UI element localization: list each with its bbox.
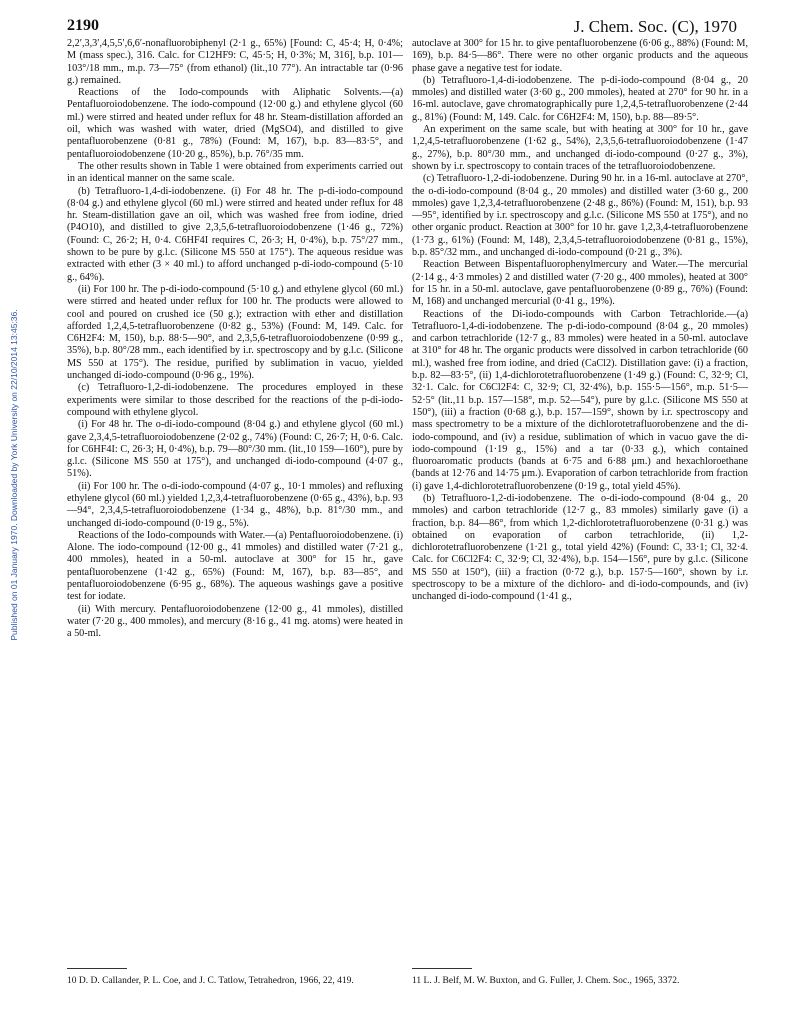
journal-header: J. Chem. Soc. (C), 1970	[573, 17, 737, 36]
paragraph: (ii) With mercury. Pentafluoroiodobenzene (12·00 g., 41 mmoles), distilled water (7·20 g., 400 mmoles), and mercury (8·16 g., 41 mg. atoms) were heated in a 50-ml.	[67, 603, 403, 640]
paragraph: The other results shown in Table 1 were obtained from experiments carried out in an identical manner on the same scale.	[67, 160, 403, 185]
paragraph: (c) Tetrafluoro-1,2-di-iodobenzene. The procedures employed in these experiments were similar to those described for the reactions of the p-di-iodo-compound with ethylene glycol.	[67, 382, 403, 418]
paragraph: (b) Tetrafluoro-1,4-di-iodobenzene. (i) For 48 hr. The p-di-iodo-compound (8·04 g.) and ethylene glycol (60 ml.) were stirred and heated under reflux for 48 hr. Steam-distillation gave an oil, which was washed free from iodine, dried (P4O10), and distilled to give 2,3,5,6-tetrafluoroiodobenzene (1·46 g., 72%) (Found: C, 26·2; H, 0·4. C6HF4I requires C, 26·3; H, 0·4%), b.p. 75°/27 mm., shown to be pure by g.l.c. (Silicone MS 550 at 175°). The aqueous residue was extracted with ether (3 × 40 ml.) to afford unchanged p-di-iodo-compound (5·10 g., 64%).	[67, 185, 403, 283]
paragraph: autoclave at 300° for 15 hr. to give pentafluorobenzene (6·06 g., 88%) (Found: M, 169), b.p. 84·5—86°. There were no other organic products and the aqueous phase gave a negative test for iodate.	[412, 38, 748, 74]
page-number: 2190	[67, 17, 99, 34]
right-column	[412, 38, 748, 604]
download-watermark[interactable]: Published on 01 January 1970. Downloaded by York University on 22/10/2014 13:45:36.	[9, 309, 19, 641]
paragraph: Reactions of the Iodo-compounds with Aliphatic Solvents.—(a) Pentafluoroiodobenzene. The iodo-compound (12·00 g.) and ethylene glycol (60 ml.) were stirred and heated under reflux for 48 hr. Steam-distillation afforded an oil, which was washed with water, dried (MgSO4), and distilled to give pentafluorobenzene (0·81 g., 78%) (Found: M, 167), b.p. 83—83·5°, and pentafluoroiodobenzene (10·20 g., 85%), b.p. 76°/35 mm.	[67, 87, 403, 160]
paragraph: (i) For 48 hr. The o-di-iodo-compound (8·04 g.) and ethylene glycol (60 ml.) gave 2,3,4,5-tetrafluoroiodobenzene (2·02 g., 74%) (Found: C, 26·7; H, 0·6. Calc. for C6HF4I: C, 26·3; H, 0·4%), b.p. 79—80°/30 mm. (lit.,10 159—160°), pure by g.l.c. (Silicone MS 550 at 175°), and unchanged di-iodo-compound (4·07 g., 51%).	[67, 419, 403, 480]
paragraph: (b) Tetrafluoro-1,4-di-iodobenzene. The p-di-iodo-compound (8·04 g., 20 mmoles) and distilled water (3·60 g., 200 mmoles), heated at 270° for 90 hr. in a 16-ml. autoclave, gave chromatographically pure 1,2,4,5-tetrafluorobenzene (2·44 g., 81%) (Found: M, 149. Calc. for C6H2F4: M, 150), b.p. 88—89·5°.	[412, 74, 748, 123]
paragraph: 2,2′,3,3′,4,5,5′,6,6′-nonafluorobiphenyl (2·1 g., 65%) [Found: C, 45·4; H, 0·4%; M (mass spec.), 316. Calc. for C12HF9: C, 45·5; H, 0·3%; M, 316], b.p. 101—103°/18 mm., m.p. 73—75° (from ethanol) (lit.,10 77°). An intractable tar (0·96 g.) remained.	[67, 38, 403, 86]
footnote-divider	[412, 968, 472, 969]
paragraph: (b) Tetrafluoro-1,2-di-iodobenzene. The o-di-iodo-compound (8·04 g., 20 mmoles) and carbon tetrachloride (12·7 g., 83 mmoles) similarly gave (i) a fraction, b.p. 84—86°, from which 1,2-dichlorotetrafluorobenzene (0·31 g.) was obtained on evaporation of carbon tetrachloride, (ii) 1,2-dichlorotetrafluorobenzene (1·21 g., total yield 42%) (Found: C, 33·1; Cl, 32·4. Calc. for C6Cl2F4: C, 32·9; Cl, 32·4%), b.p. 154—156°, pure by g.l.c. (Silicone MS 550 at 150°), (iii) a fraction (0·72 g.), b.p. 157·5—160°, shown by i.r. spectroscopy to be a mixture of the dichloro- and di-iodo-compounds, and (iv) unchanged di-iodo-compound (1·41 g.,	[412, 492, 748, 603]
left-column	[67, 38, 403, 641]
footnote-divider	[67, 968, 127, 969]
paragraph: Reactions of the Iodo-compounds with Water.—(a) Pentafluoroiodobenzene. (i) Alone. The iodo-compound (12·00 g., 41 mmoles) and distilled water (7·21 g., 400 mmoles), heated in a 50-ml. autoclave at 300° for 15 hr., gave pentafluorobenzene (1·42 g., 65%) (Found: M, 167), b.p. 83—85°, and pentafluoroiodobenzene (6·95 g., 68%). The aqueous washings gave a positive test for iodate.	[67, 529, 403, 603]
paragraph: Reactions of the Di-iodo-compounds with Carbon Tetrachloride.—(a) Tetrafluoro-1,4-di-iodobenzene. The p-di-iodo-compound (8·04 g., 20 mmoles) and carbon tetrachloride (12·7 g., 83 mmoles) were heated in a 50-ml. autoclave at 310° for 48 hr. The organic products were dissolved in carbon tetrachloride (60 ml.), washed free from iodine, and dried (CaCl2). Distillation gave: (i) a fraction, b.p. 82—83·5°, (ii) 1,4-dichlorotetrafluorobenzene (1·49 g.) (Found: C, 32·9; Cl, 32·1. Calc. for C6Cl2F4: C, 32·9; Cl, 32·4%), b.p. 155·5—156°, m.p. 51·5—52·5° (lit.,11 b.p. 157—158°, m.p. 52—54°), pure by g.l.c. (Silicone MS 550 at 150°), (iii) a fraction (0·68 g.), b.p. 157—159°, shown by i.r. spectroscopy and mass spectrometry to be a mixture of the dichlorotetrafluorobenzene and the di-iodo-compound, and (iv) a residue, sublimation of which in vacuo gave the di-iodo-compound (1·19 g., 15%) and a tar (0·33 g.), which contained fluoroaromatic products (bands at 6·75 and 6·88 μm.) and hexachloroethane (bands at 12·76 and 14·75 μm.). Evaporation of carbon tetrachloride from fraction (i) gave 1,4-dichlorotetrafluorobenzene (0·19 g., total yield 45%).	[412, 308, 748, 492]
paragraph: (ii) For 100 hr. The p-di-iodo-compound (5·10 g.) and ethylene glycol (60 ml.) were stirred and heated under reflux for 100 hr. The products were allowed to cool and poured on crushed ice (50 g.); extraction with ether and distillation afforded 1,2,4,5-tetrafluorobenzene (0·82 g., 53%) (Found: M, 149. Calc. for C6H2F4: M, 150), b.p. 88·5—90°, and 2,3,5,6-tetrafluoroiodobenzene (0·99 g., 35%), b.p. 80°/28 mm., each identified by i.r. spectroscopy and by g.l.c. (Silicone MS 550 at 175°). The residue, purified by sublimation in vacuo, yielded unchanged di-iodo-compound (0·96 g., 19%).	[67, 283, 403, 382]
paragraph: Reaction Between Bispentafluorophenylmercury and Water.—The mercurial (2·14 g., 4·3 mmoles) 2 and distilled water (7·20 g., 400 mmoles), heated at 300° for 15 hr. in a 50-ml. autoclave, gave pentafluorobenzene (0·89 g., 76%) (Found: M, 168) and unchanged mercurial (0·41 g., 19%).	[412, 259, 748, 308]
paragraph: An experiment on the same scale, but with heating at 300° for 10 hr., gave 1,2,4,5-tetrafluorobenzene (1·62 g., 54%), 2,3,5,6-tetrafluoroiodobenzene (1·47 g., 27%), b.p. 80°/30 mm., and unchanged di-iodo-compound (0·27 g., 3%), shown by i.r. spectroscopy to contain traces of the tetrafluoroiodobenzene.	[412, 124, 748, 172]
paragraph: (ii) For 100 hr. The o-di-iodo-compound (4·07 g., 10·1 mmoles) and refluxing ethylene glycol (60 ml.) yielded 1,2,3,4-tetrafluorobenzene (0·65 g., 43%), b.p. 93—94°, 2,3,4,5-tetrafluoroiodobenzene (1·34 g., 48%), b.p. 81°/30 mm., and unchanged di-iodo-compound (0·19 g., 5%).	[67, 480, 403, 529]
footnote-10: 10 D. D. Callander, P. L. Coe, and J. C. Tatlow, Tetrahedron, 1966, 22, 419.	[67, 976, 354, 986]
footnote-11: 11 L. J. Belf, M. W. Buxton, and G. Fuller, J. Chem. Soc., 1965, 3372.	[412, 976, 680, 986]
paragraph: (c) Tetrafluoro-1,2-di-iodobenzene. During 90 hr. in a 16-ml. autoclave at 270°, the o-di-iodo-compound (8·04 g., 20 mmoles) and distilled water (3·60 g., 200 mmoles) gave 1,2,3,4-tetrafluorobenzene (2·48 g., 86%) (Found: M, 151), b.p. 93—95°, identified by i.r. spectroscopy and g.l.c. (Silicone MS 550 at 175°), and no other organic product. Reaction at 300° for 10 hr. gave 1,2,3,4-tetrafluorobenzene (1·73 g., 61%) (Found: M, 148), 2,3,4,5-tetrafluoroiodobenzene (0·81 g., 15%), b.p. 85°/32 mm., and unchanged di-iodo-compound (0·21 g., 3%).	[412, 173, 748, 259]
